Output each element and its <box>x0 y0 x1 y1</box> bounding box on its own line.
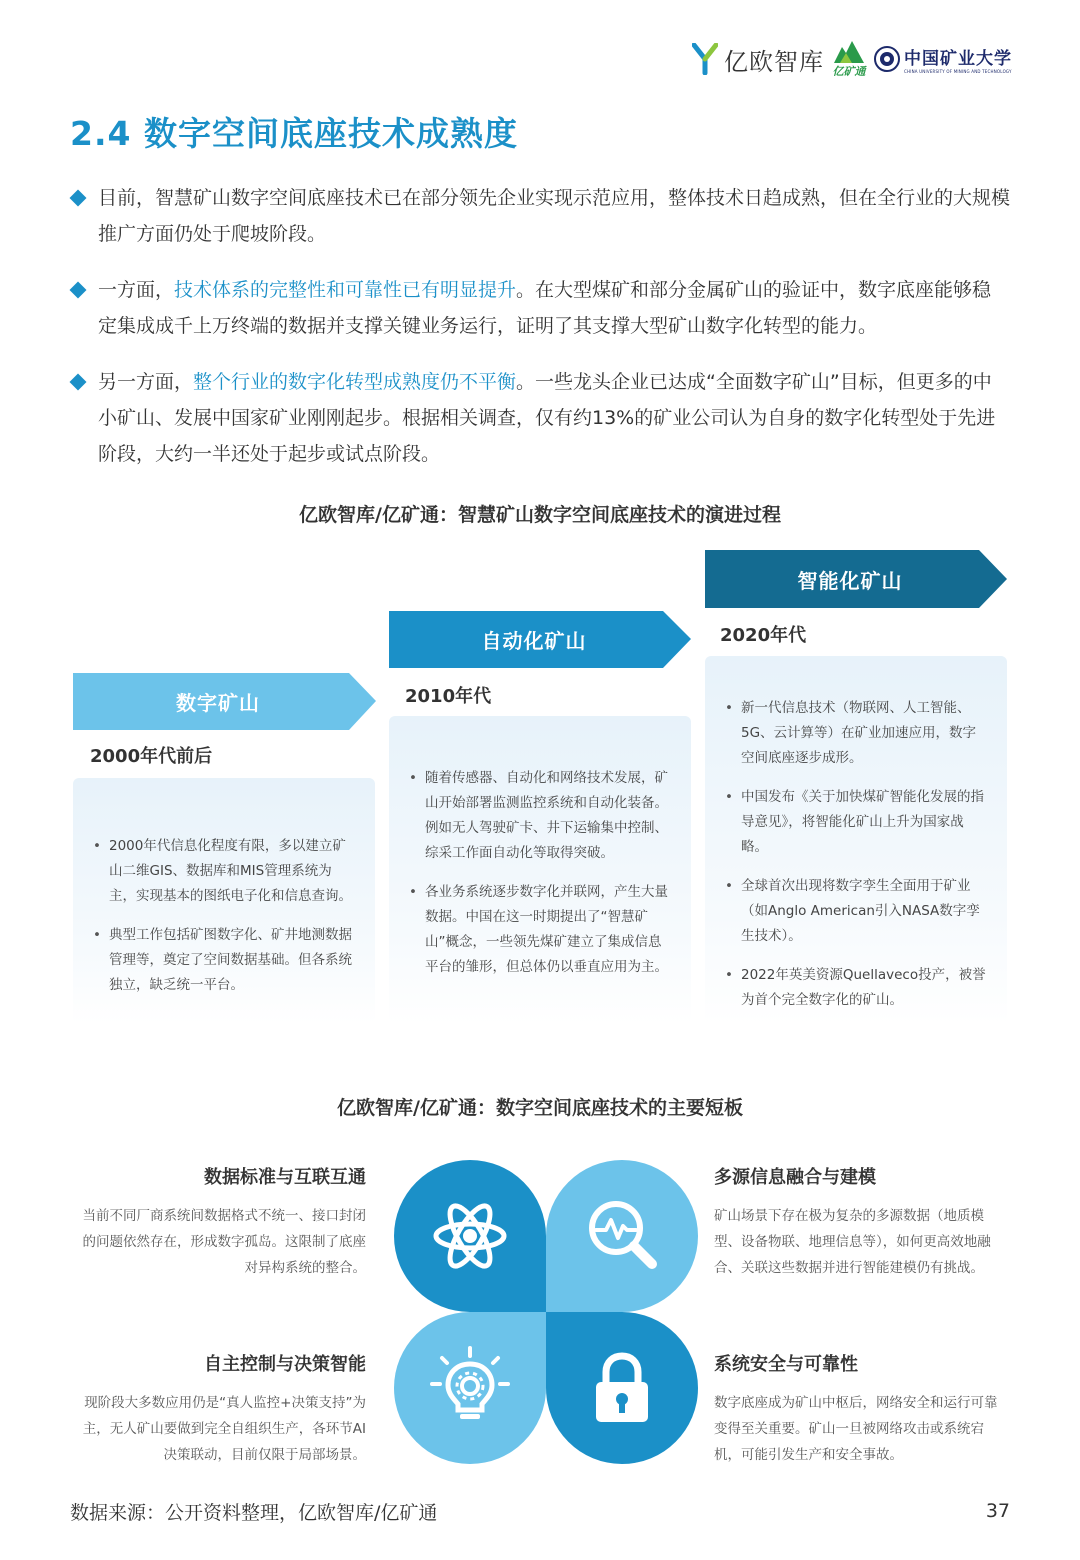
bullet-text: 目前，智慧矿山数字空间底座技术已在部分领先企业实现示范应用，整体技术日趋成熟，但在全行业的大规模推广方面仍处于爬坡阶段。 <box>98 187 1011 245</box>
yiou-logo <box>692 42 824 77</box>
lightbulb-gear-icon <box>428 1346 512 1430</box>
stage1-item: • 典型工作包括矿图数字化、矿井地测数据管理等，奠定了空间数据基础。但各系统独立，缺乏统一平台。 <box>91 923 357 998</box>
shortcoming2-text: 矿山场景下存在极为复杂的多源数据（地质模型、设备物联、地理信息等），如何更高效地融合、关联这些数据并进行智能建模仍有挑战。 <box>714 1208 991 1276</box>
bullet-item <box>70 180 1010 252</box>
stage2-item: • 随着传感器、自动化和网络技术发展，矿山开始部署监测监控系统和自动化装备。例如无人驾驶矿卡、井下运输集中控制、综采工作面自动化等取得突破。 <box>407 766 673 866</box>
bullet-item <box>70 364 1010 472</box>
stage3-label: 智能化矿山 <box>797 568 903 593</box>
bullet-text: 。一些龙头企业已达成“全面数字矿山”目标，但更多的中小矿山、发展中国家矿业刚刚起步。根据相关调查，仅有约13%的矿业公司认为自身的数字化转型处于先进阶段，大约一半还处于起步或试点阶段。 <box>98 371 996 465</box>
shortcoming3-title: 自主控制与决策智能 <box>204 1354 366 1375</box>
diamond-bullet-icon <box>70 190 87 207</box>
yiou-logo-text: 亿欧智库 <box>724 47 824 76</box>
yiou-mark-icon <box>692 43 718 75</box>
bullet-text: 另一方面， <box>98 371 194 393</box>
lightbulb-gear-icon-tile <box>394 1312 546 1464</box>
bullet-text: 一方面， <box>98 279 175 301</box>
lock-icon <box>580 1346 664 1430</box>
data-source-note: 数据来源：公开资料整理，亿欧智库/亿矿通 <box>70 1502 438 1524</box>
stage3-era: 2020年代 <box>720 625 807 646</box>
mountain-icon <box>832 39 866 65</box>
shortcoming4-title: 系统安全与可靠性 <box>714 1354 858 1375</box>
page-number: 37 <box>985 1500 1010 1522</box>
atom-icon <box>428 1194 512 1278</box>
stage2-item: • 各业务系统逐步数字化并联网，产生大量数据。中国在这一时期提出了“智慧矿山”概念，一些领先煤矿建立了集成信息平台的雏形，但总体仍以垂直应用为主。 <box>407 880 673 980</box>
bullet-highlight: 技术体系的完整性和可靠性已有明显提升 <box>174 279 517 301</box>
stage1-label: 数字矿山 <box>176 691 260 715</box>
shortcoming1-title: 数据标准与互联互通 <box>204 1167 366 1188</box>
stage2-card <box>389 716 691 1024</box>
stage2-era: 2010年代 <box>405 686 492 707</box>
stage1-era: 2000年代前后 <box>90 746 213 767</box>
bullet-item <box>70 272 1010 344</box>
shortcoming1-text: 当前不同厂商系统间数据格式不统一、接口封闭的问题依然存在，形成数字孤岛。这限制了底座对异构系统的整合。 <box>82 1208 366 1276</box>
yikuangtong-logo <box>832 39 866 79</box>
stage1-card <box>73 778 375 1024</box>
stage3-item: • 2022年英美资源Quellaveco投产，被誉为首个完全数字化的矿山。 <box>723 963 989 1013</box>
yikuangtong-logo-text: 亿矿通 <box>832 65 866 78</box>
diamond-bullet-icon <box>70 374 87 391</box>
magnifier-pulse-icon <box>580 1194 664 1278</box>
cumt-logo-en: CHINA UNIVERSITY OF MINING AND TECHNOLOGY <box>904 69 1012 74</box>
atom-icon-tile <box>394 1160 546 1312</box>
header-logos <box>692 34 1012 84</box>
cumt-seal-icon <box>874 46 900 72</box>
stage2-label: 自动化矿山 <box>481 629 587 653</box>
stage3-item: • 新一代信息技术（物联网、人工智能、5G、云计算等）在矿业加速应用，数字空间底座逐步成形。 <box>723 696 989 771</box>
section-title: 2.4 数字空间底座技术成熟度 <box>70 114 518 153</box>
diamond-bullet-icon <box>70 282 87 299</box>
magnifier-pulse-icon-tile <box>546 1160 698 1312</box>
bullet-list <box>70 180 1010 492</box>
figure2-title: 亿欧智库/亿矿通：数字空间底座技术的主要短板 <box>337 1097 743 1119</box>
stage3-card <box>705 656 1007 1024</box>
stage1-item: • 2000年代信息化程度有限，多以建立矿山二维GIS、数据库和MIS管理系统为主，实现基本的图纸电子化和信息查询。 <box>91 834 357 909</box>
bullet-text: 。在大型煤矿和部分金属矿山的验证中，数字底座能够稳定集成成千上万终端的数据并支撑关键业务运行，证明了其支撑大型矿山数字化转型的能力。 <box>98 279 992 337</box>
shortcoming3-text: 现阶段大多数应用仍是“真人监控+决策支持”为主，无人矿山要做到完全自组织生产，各环节AI决策联动，目前仅限于局部场景。 <box>82 1395 366 1463</box>
shortcoming2-title: 多源信息融合与建模 <box>714 1167 876 1188</box>
bullet-highlight: 整个行业的数字化转型成熟度仍不平衡 <box>193 371 517 393</box>
figure1-title: 亿欧智库/亿矿通：智慧矿山数字空间底座技术的演进过程 <box>299 504 781 526</box>
cumt-logo-cn: 中国矿业大学 <box>904 49 1012 69</box>
stage3-item: • 全球首次出现将数字孪生全面用于矿业（如Anglo American引入NASA数字孪生技术）。 <box>723 874 989 949</box>
stage3-item: • 中国发布《关于加快煤矿智能化发展的指导意见》，将智能化矿山上升为国家战略。 <box>723 785 989 860</box>
cumt-logo <box>874 44 1012 74</box>
shortcoming4-text: 数字底座成为矿山中枢后，网络安全和运行可靠变得至关重要。矿山一旦被网络攻击或系统宕机，可能引发生产和安全事故。 <box>714 1395 998 1463</box>
lock-icon-tile <box>546 1312 698 1464</box>
